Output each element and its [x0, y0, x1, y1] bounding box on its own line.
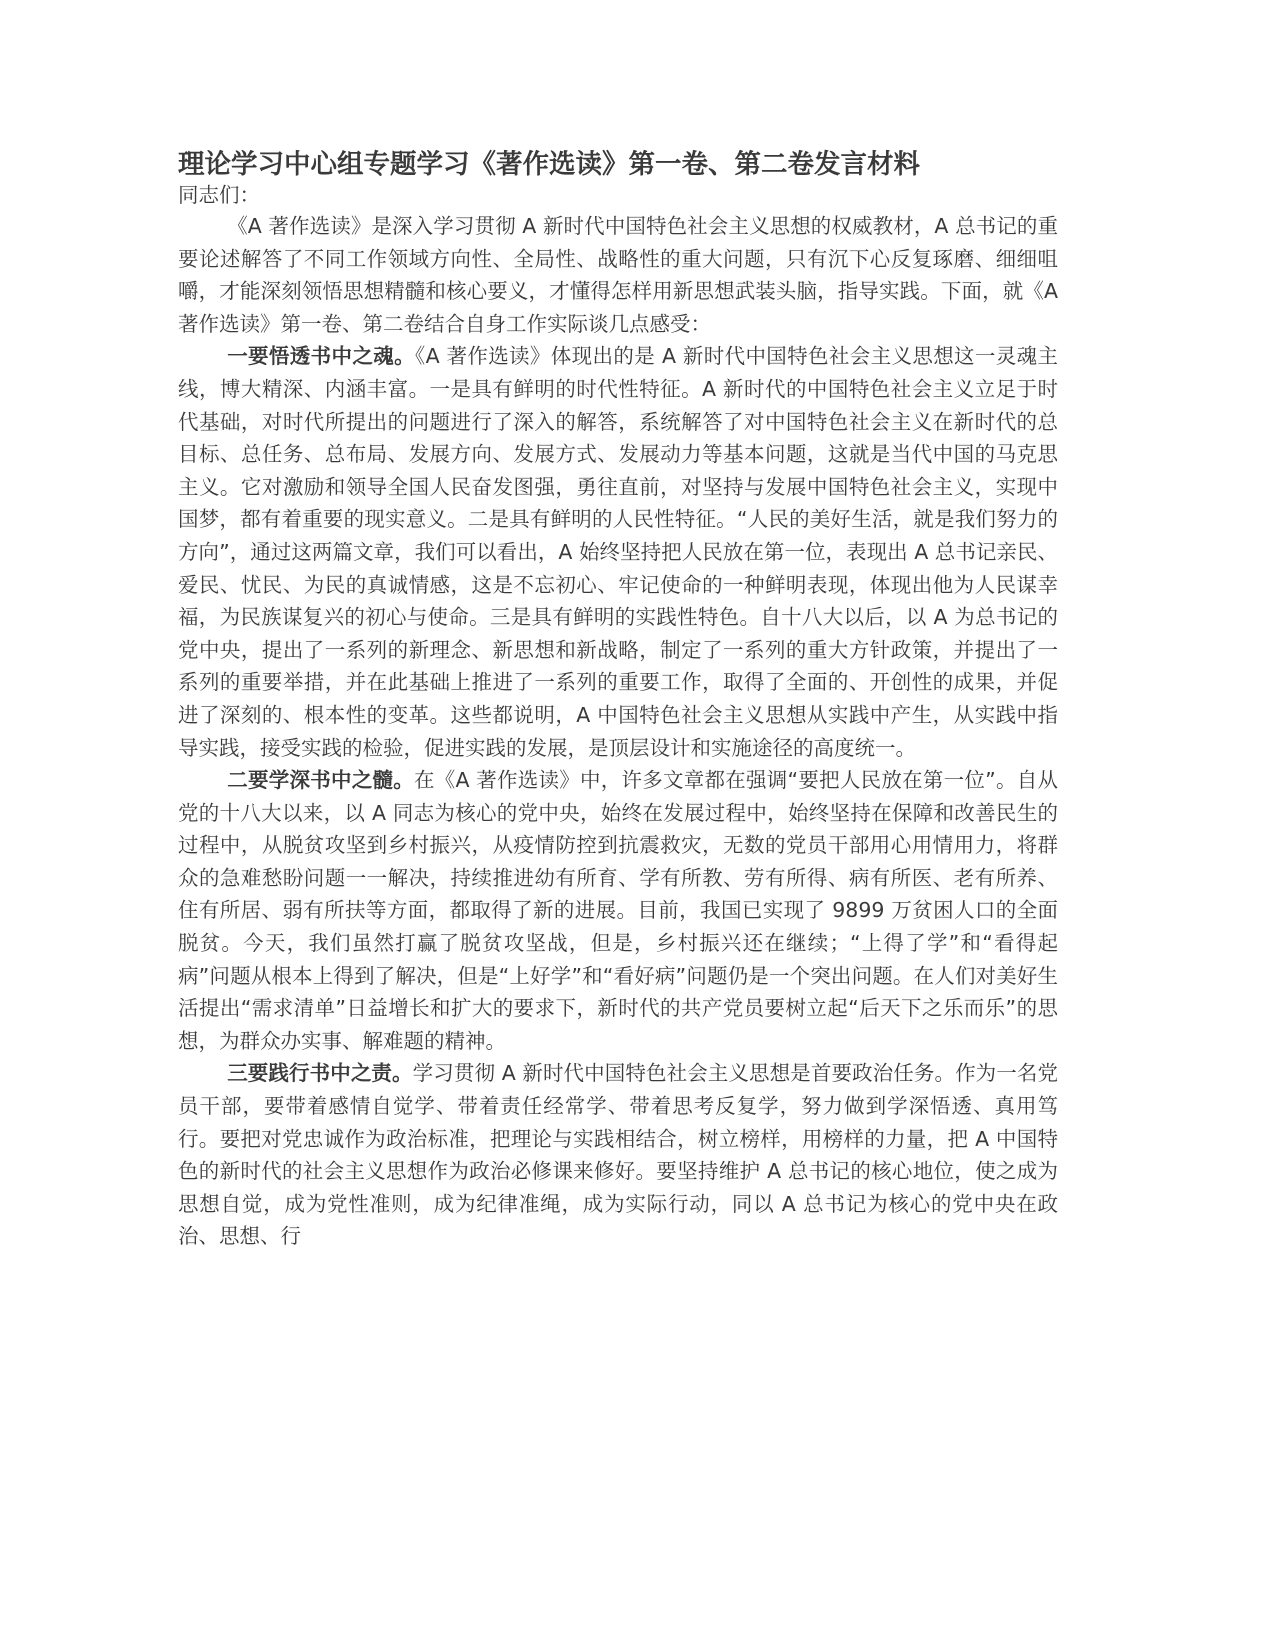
intro-paragraph: 《A 著作选读》是深入学习贯彻 A 新时代中国特色社会主义思想的权威教材，A 总书记的重要论述解答了不同工作领域方向性、全局性、战略性的重大问题，只有沉下心反复琢磨、细细咀嚼，才能深刻领悟思想精髓和核心要义，才懂得怎样用新思想武装头脑，指导实践。下面，就《A 著作选读》第一卷、第二卷结合自身工作实际谈几点感受： [178, 214, 1058, 336]
section-paragraph-1 [178, 340, 1058, 764]
salutation: 同志们： [178, 183, 260, 207]
section-body-3: 学习贯彻 A 新时代中国特色社会主义思想是首要政治任务。作为一名党员干部，要带着感情自觉学、带着责任经常学、带着思考反复学，努力做到学深悟透、真用笃行。要把对党忠诚作为政治标准，把理论与实践相结合，树立榜样，用榜样的力量，把 A 中国特色的新时代的社会主义思想作为政治必修课来修好。要坚持维护 A 总书记的核心地位，使之成为思想自觉，成为党性准则，成为纪律准绳，成为实际行动，同以 A 总书记为核心的党中央在政治、思想、行 [178, 1061, 1059, 1249]
section-heading-2: 二要学深书中之髓。 [227, 768, 414, 793]
document-page [178, 146, 1058, 1253]
section-heading-3: 三要践行书中之责。 [227, 1061, 413, 1086]
section-body-2: 在《A 著作选读》中，许多文章都在强调“要把人民放在第一位”。自从党的十八大以来，以 A 同志为核心的党中央，始终在发展过程中，始终坚持在保障和改善民生的过程中，从脱贫攻坚到乡村振兴，从疫情防控到抗震救灾，无数的党员干部用心用情用力，将群众的急难愁盼问题一一解决，持续推进幼有所育、学有所教、劳有所得、病有所医、老有所养、住有所居、弱有所扶等方面，都取得了新的进展。目前，我国已实现了 9899 万贫困人口的全面脱贫。今天，我们虽然打赢了脱贫攻坚战，但是，乡村振兴还在继续；“上得了学”和“看得起病”问题从根本上得到了解决，但是“上好学”和“看好病”问题仍是一个突出问题。在人们对美好生活提出“需求清单”日益增长和扩大的要求下，新时代的共产党员要树立起“后天下之乐而乐”的思想，为群众办实事、解难题的精神。 [178, 768, 1059, 1053]
section-heading-1: 一要悟透书中之魂。 [227, 344, 415, 369]
section-body-1: 《A 著作选读》体现出的是 A 新时代中国特色社会主义思想这一灵魂主线，博大精深、内涵丰富。一是具有鲜明的时代性特征。A 新时代的中国特色社会主义立足于时代基础，对时代所提出的问题进行了深入的解答，系统解答了对中国特色社会主义在新时代的总目标、总任务、总布局、发展方向、发展方式、发展动力等基本问题，这就是当代中国的马克思主义。它对激励和领导全国人民奋发图强，勇往直前，对坚持与发展中国特色社会主义，实现中国梦，都有着重要的现实意义。二是具有鲜明的人民性特征。“人民的美好生活，就是我们努力的方向”，通过这两篇文章，我们可以看出，A 始终坚持把人民放在第一位，表现出 A 总书记亲民、爱民、忧民、为民的真诚情感，这是不忘初心、牢记使命的一种鲜明表现，体现出他为人民谋幸福，为民族谋复兴的初心与使命。三是具有鲜明的实践性特色。自十八大以后，以 A 为总书记的党中央，提出了一系列的新理念、新思想和新战略，制定了一系列的重大方针政策，并提出了一系列的重要举措，并在此基础上推进了一系列的重要工作，取得了全面的、开创性的成果，并促进了深刻的、根本性的变革。这些都说明，A 中国特色社会主义思想从实践中产生，从实践中指导实践，接受实践的检验，促进实践的发展，是顶层设计和实施途径的高度统一。 [178, 344, 1058, 760]
section-paragraph-2 [178, 764, 1058, 1057]
document-title: 理论学习中心组专题学习《著作选读》第一卷、第二卷发言材料 [178, 149, 920, 180]
section-paragraph-3 [178, 1057, 1058, 1253]
